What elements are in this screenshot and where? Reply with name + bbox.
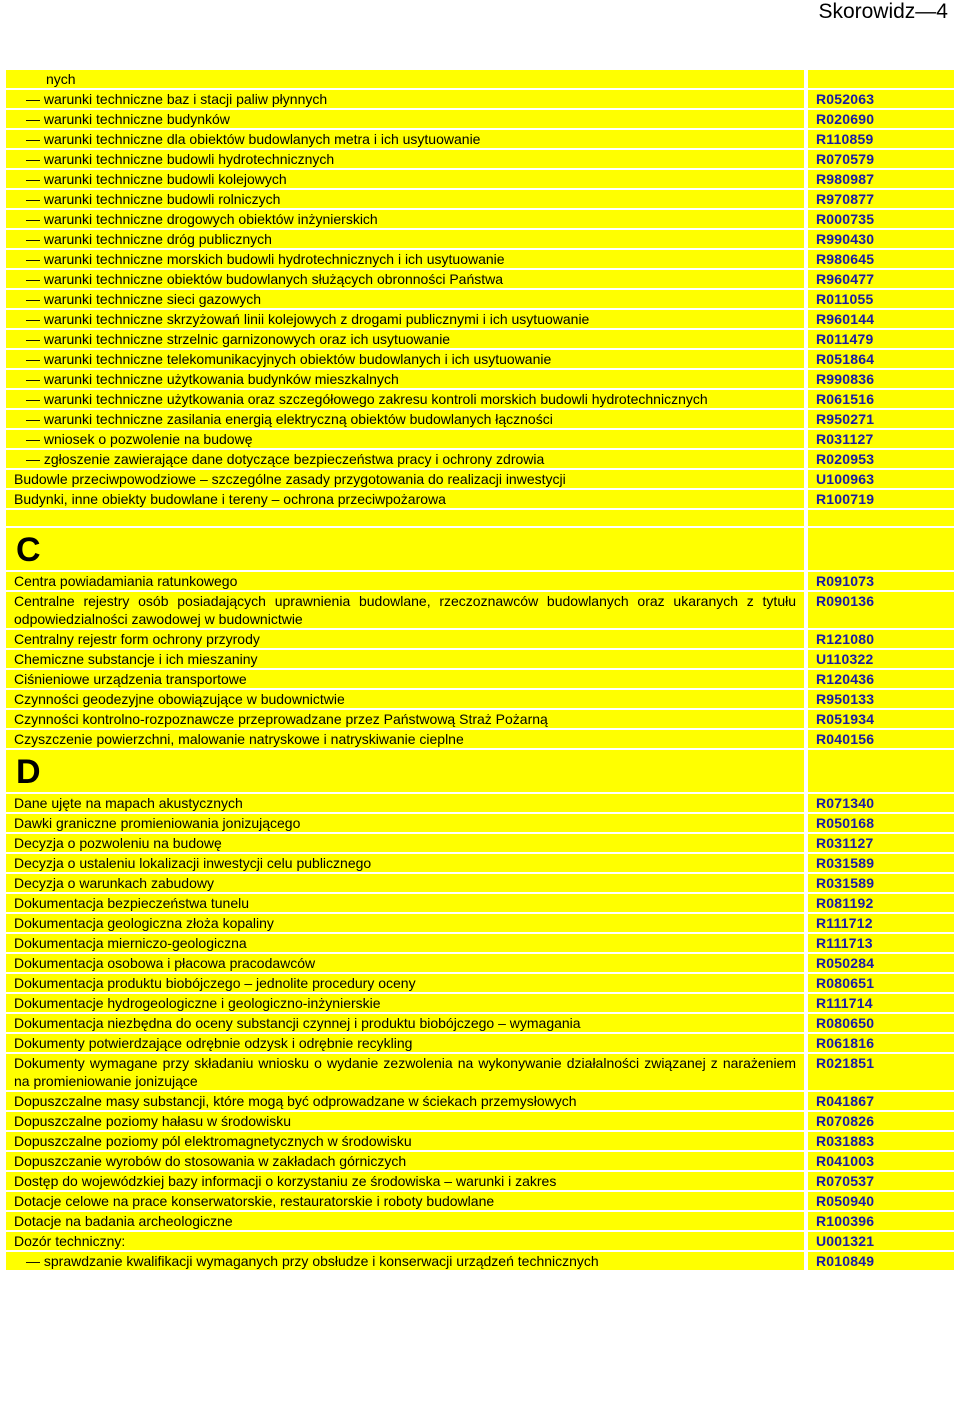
index-row	[6, 1034, 954, 1054]
entry-title: — warunki techniczne sieci gazowych	[6, 290, 804, 308]
entry-code: R080650	[808, 1014, 954, 1032]
entry-code: R950133	[808, 690, 954, 708]
entry-title: Dokumentacja geologiczna złoża kopaliny	[6, 914, 804, 932]
index-row	[6, 974, 954, 994]
index-row	[6, 210, 954, 230]
index-row	[6, 450, 954, 470]
entry-code: R990836	[808, 370, 954, 388]
entry-title: Dotacje celowe na prace konserwatorskie, restauratorskie i roboty budowlane	[6, 1192, 804, 1210]
entry-title: — warunki techniczne dla obiektów budowlanych metra i ich usytuowanie	[6, 130, 804, 148]
index-row	[6, 250, 954, 270]
entry-title: Dopuszczanie wyrobów do stosowania w zakładach górniczych	[6, 1152, 804, 1170]
index-row	[6, 110, 954, 130]
entry-code: R021851	[808, 1054, 954, 1090]
index-row	[6, 370, 954, 390]
entry-code	[808, 528, 954, 570]
entry-code: R980645	[808, 250, 954, 268]
entry-title: Dane ujęte na mapach akustycznych	[6, 794, 804, 812]
entry-code: U001321	[808, 1232, 954, 1250]
entry-code: R031589	[808, 854, 954, 872]
entry-code: R031127	[808, 430, 954, 448]
index-row	[6, 510, 954, 528]
entry-code: R071340	[808, 794, 954, 812]
section-letter-row	[6, 750, 954, 794]
section-letter: D	[6, 750, 804, 792]
entry-code: R111714	[808, 994, 954, 1012]
index-row	[6, 730, 954, 750]
entry-code: R950271	[808, 410, 954, 428]
entry-title: Dokumentacja mierniczo-geologiczna	[6, 934, 804, 952]
entry-title: Ciśnieniowe urządzenia transportowe	[6, 670, 804, 688]
entry-title: Czyszczenie powierzchni, malowanie natryskowe i natryskiwanie cieplne	[6, 730, 804, 748]
index-row	[6, 150, 954, 170]
index-row	[6, 410, 954, 430]
entry-code: R040156	[808, 730, 954, 748]
index-row	[6, 934, 954, 954]
entry-title: — warunki techniczne morskich budowli hydrotechnicznych i ich usytuowanie	[6, 250, 804, 268]
entry-code	[808, 70, 954, 88]
entry-title: Dawki graniczne promieniowania jonizującego	[6, 814, 804, 832]
entry-title: — sprawdzanie kwalifikacji wymaganych przy obsłudze i konserwacji urządzeń technicznych	[6, 1252, 804, 1270]
page-header: Skorowidz—4	[818, 0, 948, 23]
entry-title: — warunki techniczne budowli rolniczych	[6, 190, 804, 208]
index-table	[6, 70, 954, 1272]
index-row	[6, 1252, 954, 1272]
entry-title: Dokumentacja osobowa i płacowa pracodawców	[6, 954, 804, 972]
index-row	[6, 1014, 954, 1034]
entry-title: — warunki techniczne budowli kolejowych	[6, 170, 804, 188]
index-row	[6, 814, 954, 834]
entry-title: Dotacje na badania archeologiczne	[6, 1212, 804, 1230]
entry-title: Dopuszczalne masy substancji, które mogą być odprowadzane w ściekach przemysłowych	[6, 1092, 804, 1110]
entry-title: — wniosek o pozwolenie na budowę	[6, 430, 804, 448]
entry-code: R031127	[808, 834, 954, 852]
index-row	[6, 994, 954, 1014]
entry-title: Dokumenty potwierdzające odrębnie odzysk i odrębnie recykling	[6, 1034, 804, 1052]
index-row	[6, 914, 954, 934]
index-row	[6, 1172, 954, 1192]
index-row	[6, 430, 954, 450]
entry-code: R090136	[808, 592, 954, 628]
entry-title: Czynności kontrolno-rozpoznawcze przeprowadzane przez Państwową Straż Pożarną	[6, 710, 804, 728]
entry-title: — warunki techniczne budynków	[6, 110, 804, 128]
index-row	[6, 490, 954, 510]
entry-code: R070537	[808, 1172, 954, 1190]
entry-title: Dopuszczalne poziomy pól elektromagnetycznych w środowisku	[6, 1132, 804, 1150]
index-row	[6, 874, 954, 894]
index-row	[6, 1132, 954, 1152]
entry-code: R061516	[808, 390, 954, 408]
index-row	[6, 230, 954, 250]
index-row	[6, 130, 954, 150]
entry-title: Decyzja o pozwoleniu na budowę	[6, 834, 804, 852]
index-row	[6, 170, 954, 190]
entry-code: R011479	[808, 330, 954, 348]
entry-code	[808, 750, 954, 792]
entry-code: R051864	[808, 350, 954, 368]
index-row	[6, 670, 954, 690]
entry-code	[808, 510, 954, 526]
index-row	[6, 1212, 954, 1232]
index-row	[6, 710, 954, 730]
entry-code: R070579	[808, 150, 954, 168]
entry-code: R041867	[808, 1092, 954, 1110]
index-row	[6, 650, 954, 670]
entry-code: R091073	[808, 572, 954, 590]
entry-title: — warunki techniczne telekomunikacyjnych obiektów budowlanych i ich usytuowanie	[6, 350, 804, 368]
entry-title: Centralny rejestr form ochrony przyrody	[6, 630, 804, 648]
entry-title: — warunki techniczne skrzyżowań linii kolejowych z drogami publicznymi i ich usytuowanie	[6, 310, 804, 328]
section-letter-row	[6, 528, 954, 572]
entry-code: R110859	[808, 130, 954, 148]
entry-code: R020953	[808, 450, 954, 468]
entry-code: R010849	[808, 1252, 954, 1270]
entry-title: Decyzja o ustaleniu lokalizacji inwestycji celu publicznego	[6, 854, 804, 872]
entry-title: Dostęp do wojewódzkiej bazy informacji o korzystaniu ze środowiska – warunki i zakres	[6, 1172, 804, 1190]
entry-code: R080651	[808, 974, 954, 992]
entry-code: R970877	[808, 190, 954, 208]
index-row	[6, 592, 954, 630]
index-row	[6, 1054, 954, 1092]
entry-title: — warunki techniczne drogowych obiektów inżynierskich	[6, 210, 804, 228]
entry-code: U100963	[808, 470, 954, 488]
entry-code: R960144	[808, 310, 954, 328]
entry-title: Budynki, inne obiekty budowlane i tereny – ochrona przeciwpożarowa	[6, 490, 804, 508]
index-row	[6, 1092, 954, 1112]
entry-code: R980987	[808, 170, 954, 188]
entry-title: — zgłoszenie zawierające dane dotyczące bezpieczeństwa pracy i ochrony zdrowia	[6, 450, 804, 468]
entry-title: Budowle przeciwpowodziowe – szczególne zasady przygotowania do realizacji inwestycji	[6, 470, 804, 488]
entry-code: R100719	[808, 490, 954, 508]
index-row	[6, 630, 954, 650]
entry-title	[6, 510, 804, 526]
entry-code: R111713	[808, 934, 954, 952]
entry-title: Centra powiadamiania ratunkowego	[6, 572, 804, 590]
entry-title: Dopuszczalne poziomy hałasu w środowisku	[6, 1112, 804, 1130]
entry-code: R050940	[808, 1192, 954, 1210]
index-row	[6, 90, 954, 110]
entry-code: R111712	[808, 914, 954, 932]
entry-code: R031883	[808, 1132, 954, 1150]
entry-title: Dokumentacja niezbędna do oceny substancji czynnej i produktu biobójczego – wymagania	[6, 1014, 804, 1032]
index-row	[6, 954, 954, 974]
entry-code: R000735	[808, 210, 954, 228]
index-row	[6, 350, 954, 370]
index-row	[6, 834, 954, 854]
index-row	[6, 290, 954, 310]
entry-code: R120436	[808, 670, 954, 688]
entry-title: — warunki techniczne budowli hydrotechnicznych	[6, 150, 804, 168]
index-row	[6, 70, 954, 90]
index-row	[6, 470, 954, 490]
entry-title: Chemiczne substancje i ich mieszaniny	[6, 650, 804, 668]
index-row	[6, 894, 954, 914]
index-row	[6, 330, 954, 350]
index-row	[6, 854, 954, 874]
entry-code: R051934	[808, 710, 954, 728]
entry-title: — warunki techniczne baz i stacji paliw płynnych	[6, 90, 804, 108]
entry-title: — warunki techniczne dróg publicznych	[6, 230, 804, 248]
entry-title: Decyzja o warunkach zabudowy	[6, 874, 804, 892]
entry-title: — warunki techniczne użytkowania oraz szczegółowego zakresu kontroli morskich budowli hydrotechnicznych	[6, 390, 804, 408]
entry-title: nych	[6, 70, 804, 88]
entry-code: R020690	[808, 110, 954, 128]
index-row	[6, 270, 954, 290]
entry-code: R061816	[808, 1034, 954, 1052]
entry-code: R011055	[808, 290, 954, 308]
entry-code: R050284	[808, 954, 954, 972]
entry-title: — warunki techniczne obiektów budowlanych służących obronności Państwa	[6, 270, 804, 288]
index-row	[6, 190, 954, 210]
entry-title: Centralne rejestry osób posiadających uprawnienia budowlane, rzeczoznawców budowlanych oraz ukaranych z tytułu odpowiedzialności zawodowej w budownictwie	[6, 592, 804, 628]
index-row	[6, 1192, 954, 1212]
entry-code: R121080	[808, 630, 954, 648]
entry-code: R990430	[808, 230, 954, 248]
entry-code: R031589	[808, 874, 954, 892]
entry-code: R041003	[808, 1152, 954, 1170]
entry-title: Czynności geodezyjne obowiązujące w budownictwie	[6, 690, 804, 708]
entry-title: Dokumentacje hydrogeologiczne i geologiczno-inżynierskie	[6, 994, 804, 1012]
index-row	[6, 390, 954, 410]
entry-title: — warunki techniczne zasilania energią elektryczną obiektów budowlanych łączności	[6, 410, 804, 428]
index-row	[6, 1232, 954, 1252]
index-row	[6, 794, 954, 814]
entry-title: — warunki techniczne użytkowania budynków mieszkalnych	[6, 370, 804, 388]
entry-title: Dokumentacja produktu biobójczego – jednolite procedury oceny	[6, 974, 804, 992]
entry-code: R960477	[808, 270, 954, 288]
entry-title: Dokumenty wymagane przy składaniu wniosku o wydanie zezwolenia na wykonywanie działalności związanej z narażeniem na promieniowanie jonizujące	[6, 1054, 804, 1090]
entry-code: R050168	[808, 814, 954, 832]
entry-code: R070826	[808, 1112, 954, 1130]
entry-title: — warunki techniczne strzelnic garnizonowych oraz ich usytuowanie	[6, 330, 804, 348]
entry-code: U110322	[808, 650, 954, 668]
index-row	[6, 1112, 954, 1132]
index-row	[6, 572, 954, 592]
section-letter: C	[6, 528, 804, 570]
entry-code: R052063	[808, 90, 954, 108]
index-row	[6, 310, 954, 330]
entry-title: Dozór techniczny:	[6, 1232, 804, 1250]
entry-code: R081192	[808, 894, 954, 912]
index-row	[6, 1152, 954, 1172]
entry-code: R100396	[808, 1212, 954, 1230]
entry-title: Dokumentacja bezpieczeństwa tunelu	[6, 894, 804, 912]
index-row	[6, 690, 954, 710]
